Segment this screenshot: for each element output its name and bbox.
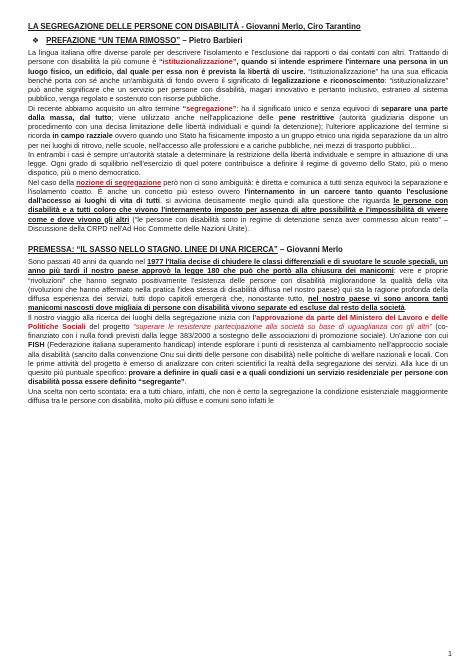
text-run: Il nostro viaggio alla ricerca dei luoghi della segregazione inizia con [28,312,253,322]
text-run: ; viene utilizzato anche nell'applicazione delle [111,112,279,122]
preface-title: PREFAZIONE “UN TEMA RIMOSSO” [46,36,181,45]
highlight-term: nozione di segregazione [76,177,162,187]
highlight-term: “istituzionalizzazione” [159,57,237,67]
premise-title: PREMESSA: “IL SASSO NELLO STAGNO. LINEE DI UNA RICERCA” [28,245,278,254]
text-run: (co-finanziato con i nulla fondi previsti dalla legge 383/2000 a sostegno delle associazioni di promozione sociale). Un'azione con cui [28,321,448,340]
premise-author: – Giovanni Merlo [277,245,343,254]
premise-paragraph-3: Una scelta non certo scontata: era a tutti chiaro, infatti, che non è certo la segregazione la condizione esistenziale maggiormente diffusa tra le persone con disabilità, molto più diffuse e comuni sono infatti le [28,386,448,405]
bold-run: legalizzazione e riconoscimento [271,75,385,85]
text-run: (Federazione italiana superamento handicap) intende esplorare i punti di resistenza al cambiamento nell'approccio sociale alla disabilità (sancito dalla convenzione Onu sui diritti delle persone con disabilità) nelle politiche di welfare nazionali e locali. Con le prime attività del progetto è emerso di analizzare con criteri scientifici la realtà della segregazione dei servizi. Alla luce di un quesito più puntuale specifico: [28,340,448,377]
bold-run: pene restrittive [278,112,335,122]
bold-underline-run: le persone con disabilità e a tutti coloro che vivono l'internamento imposto per assenza di altre possibilità e l'impossibilità di vivere come e dove vivono gli altri [28,196,448,224]
text-run: (“le persone con disabilità sono in regime di detenzione senza aver commesso alcun reato” – Discussione della CRPD nell'Ad Hoc Commette delle Nazioni Unite). [28,214,448,233]
text-run: però non ci sono ambiguità: è diretta e comunica a tutti senza equivoci la separazione e l'isolamento coatto. È anche un concetto più esteso ovvero [28,177,448,196]
preface-paragraph-3: In entrambi i casi è sempre un'autorità statale a determinare la restrizione della libertà individuale e sempre in attuazione di una legge. Ogni grado di squilibrio nell'esercizio di quel potere contribuisce a definire il regime di governo dello Stato, più o meno dispotico, più o meno democratico. [28,149,448,178]
highlight-term: l'approvazione da parte del Ministero del Lavoro e delle Politiche Sociali [28,312,448,331]
text-run: : vere e proprie “rivoluzioni” che hanno segnato positivamente l'esistenza delle persone con disabilità migliorandone la qualità della vita (rivoluzioni che hanno affermato nella pratica l'idea stessa di disabilità diffusa nel nostro paese) qui sta la ragione profonda della diffusa esperienza dei servizi, tutti dopo capitoli emergerà che, nonostante tutto, [28,266,448,303]
bold-run: l'internamento in un carcere tanto quanto l'esclusione dall'accesso ai luoghi di vita di tutti [28,186,448,205]
highlight-term: “segregazione” [182,103,237,113]
text-run: ovvero quando uno Stato ha fisicamente imposto a un gruppo etnico una rigida separazione da un altro per nei luoghi di ritrovo, nelle scuole, nell'accesso alle professioni e a cariche pubbliche, nei mezzi di trasporto pubblici… [28,131,448,150]
text-run: . [184,377,187,387]
premise-heading [28,245,448,255]
text-run: . [404,303,407,313]
preface-author: – Pietro Barbieri [180,36,243,45]
preface-paragraph-4 [28,178,448,234]
bold-underline-run: nel nostro paese vi sono ancora tanti manicomi nascosti dove migliaia di persone con disabilità vivono separate ed escluse dal resto della società [28,294,448,313]
text-run: . si avvicina decisamente meglio quindi alla questione che riguarda [159,196,394,205]
text-run: La lingua italiana offre diverse parole per descrivere l'isolamento e l'esclusione dai rapporti o dai contatti con altri. Trattando di persone con disabilità la più comune è [28,48,448,67]
preface-heading [28,36,448,46]
text-run: (autorità giudiziaria dispone un procedimento con una decisa limitazione delle libertà individuali e quindi la detenzione); l'ulteriore applicazione del termine si ricorda [28,112,448,141]
bold-run: separare una parte dalla massa, dal tutto [28,103,448,122]
bold-run: FISH [28,340,45,350]
bold-run: provare a definire in quali casi e a quali condizioni un servizio residenziale per persone con disabilità possa essere definito “segregante” [28,368,448,387]
section-gap [28,233,448,245]
diamond-bullet-icon: ❖ [32,36,39,45]
bold-run: , quando si intende esprimere l'internare una persona in un luogo fisico, un edificio, dal quale per essa non è prevista la libertà di uscire. [28,57,449,76]
page-number: 1 [447,649,452,658]
premise-paragraph-2 [28,313,448,387]
text-run: Nel caso della [28,177,77,187]
text-run: Sono passati 40 anni da quando nel [28,257,148,266]
project-quote: “superare le resistenze partecipazione alla società su base di uguaglianza con gli altri” [133,321,432,331]
text-run: “Istituzionalizzazione” ha una sua efficacia benché porta con sé anche un'ambiguità di fondo ovvero il significato di [28,66,448,85]
preface-paragraph-1 [28,48,448,104]
bold-run: in campo razziale [52,131,113,141]
bold-underline-run: 1977 l'Italia decise di chiudere le classi differenziali e di svuotare le scuole speciali, un anno più tardi il nostro paese approvò la legge 180 che può che portò alla chiusura dei manicomi [28,257,448,276]
text-run: : “istituzionalizzare” può anche significare che un servizio per persone con disabilità, magari innovativo e pertanto inclusivo, estraneo al sistema pubblico, venga regolato e sostenuto con risorse pubbliche. [28,75,448,104]
text-run: Di recente abbiamo acquisito un altro termine [28,103,183,113]
text-run: del progetto [85,321,134,331]
preface-paragraph-2 [28,104,448,150]
document-title: LA SEGREGAZIONE DELLE PERSONE CON DISABILITÀ - Giovanni Merlo, Ciro Tarantino [28,22,361,31]
text-run: : ha il significato unico e senza equivoci di [236,103,382,113]
page-content [28,22,448,405]
premise-paragraph-1 [28,257,448,313]
